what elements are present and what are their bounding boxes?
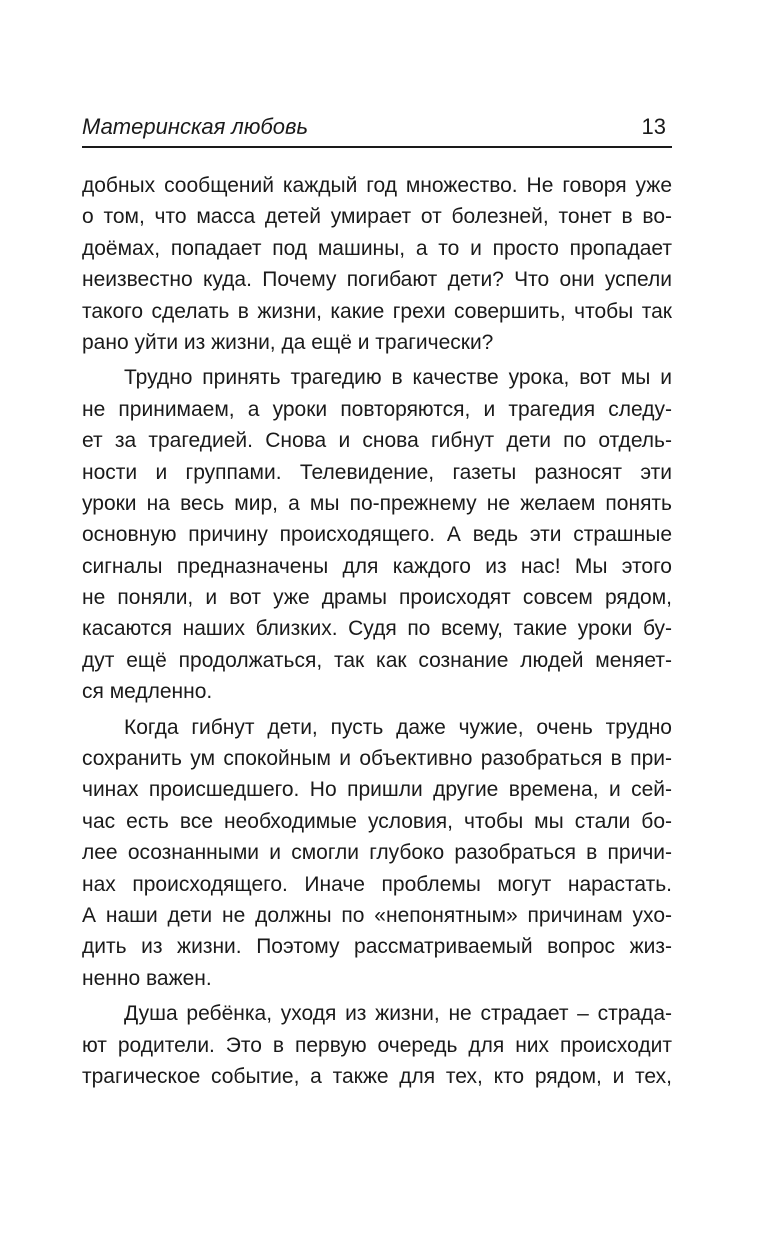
text-line: дут ещё продолжаться, так как сознание людей меняет- [82, 648, 672, 672]
text-line: Трудно принять трагедию в качестве урока, вот мы и [124, 366, 672, 390]
text-line: сигналы предназначены для каждого из нас! Мы этого [82, 554, 672, 578]
text-line: Душа ребёнка, уходя из жизни, не страдает – страда- [124, 1002, 672, 1026]
text-line: сохранить ум спокойным и объективно разобраться в при- [82, 747, 672, 771]
text-line: ности и группами. Телевидение, газеты разносят эти [82, 460, 672, 484]
text-line: ненно важен. [82, 966, 212, 990]
text-line: трагическое событие, а также для тех, кто рядом, и тех, [82, 1064, 672, 1088]
text-line: основную причину происходящего. А ведь эти страшные [82, 523, 672, 547]
text-line: чинах происшедшего. Но пришли другие времена, и сей- [82, 778, 672, 802]
text-line: ся медленно. [82, 680, 213, 704]
text-line: рано уйти из жизни, да ещё и трагически? [82, 330, 494, 354]
text-line: ет за трагедией. Снова и снова гибнут дети по отдель- [82, 429, 672, 453]
text-line: добных сообщений каждый год множество. Не говоря уже [82, 174, 672, 197]
text-line: такого сделать в жизни, какие грехи совершить, чтобы так [82, 299, 672, 323]
body-text [82, 170, 672, 1092]
text-line: неизвестно куда. Почему погибают дети? Что они успели [82, 268, 672, 292]
text-line: ют родители. Это в первую очередь для них происходит [82, 1033, 672, 1057]
text-line: о том, что масса детей умирает от болезней, тонет в во- [82, 205, 672, 229]
running-title: Материнская любовь [82, 114, 309, 139]
text-line: лее осознанными и смогли глубоко разобраться в причи- [82, 841, 672, 865]
page-number: 13 [641, 114, 666, 139]
text-line: нах происходящего. Иначе проблемы могут нарастать. [82, 872, 672, 896]
running-header [82, 112, 672, 148]
text-line: доёмах, попадает под машины, а то и просто пропадает [82, 236, 672, 260]
text-line: дить из жизни. Поэтому рассматриваемый вопрос жиз- [82, 935, 672, 959]
text-line: уроки на весь мир, а мы по-прежнему не желаем понять [82, 491, 672, 515]
text-line: Когда гибнут дети, пусть даже чужие, очень трудно [124, 715, 672, 739]
text-line: А наши дети не должны по «непонятным» причинам ухо- [82, 903, 672, 927]
text-line: не поняли, и вот уже драмы происходят совсем рядом, [82, 586, 672, 610]
text-line: час есть все необходимые условия, чтобы мы стали бо- [82, 809, 672, 833]
text-line: не принимаем, а уроки повторяются, и трагедия следу- [82, 397, 672, 421]
text-line: касаются наших близких. Судя по всему, такие уроки бу- [82, 617, 672, 641]
